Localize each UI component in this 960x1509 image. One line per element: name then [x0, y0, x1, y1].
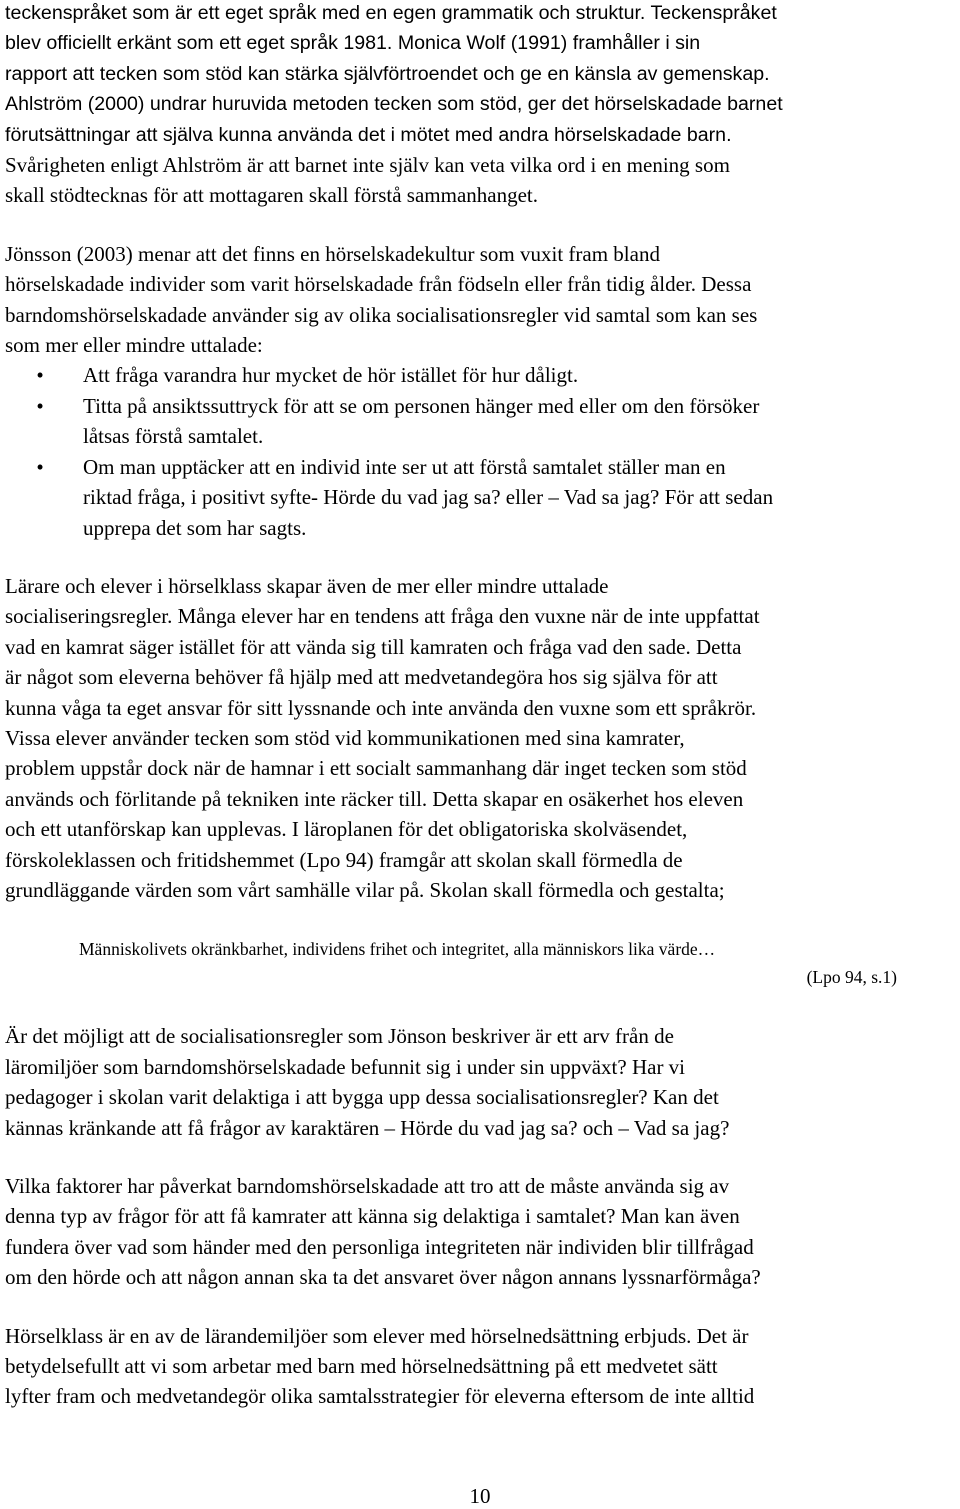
quote-source: (Lpo 94, s.1): [806, 967, 897, 988]
paragraph-learning-environment: [5, 1321, 957, 1412]
text-line: rapport att tecken som stöd kan stärka självförtroendet och ge en känsla av gemenskap.: [5, 62, 770, 85]
text-line: grundläggande värden som vårt samhälle vilar på. Skolan skall förmedla och gestalta;: [5, 877, 725, 902]
text-line: skall stödtecknas för att mottagaren skall förstå sammanhanget.: [5, 183, 539, 208]
paragraph-gap: [5, 905, 957, 935]
bullet-icon: •: [36, 363, 44, 388]
text-line: Jönsson (2003) menar att det finns en hörselskadekultur som vuxit fram bland: [5, 241, 660, 266]
list-item: [5, 391, 957, 452]
text-line: Är det möjligt att de socialisationsregler som Jönson beskriver är ett arv från de: [5, 1024, 674, 1049]
block-quote: [5, 935, 957, 991]
page-number: 10: [469, 1484, 491, 1508]
text-line: om den hörde och att någon annan ska ta det ansvaret över någon annans lyssnarförmåga?: [5, 1265, 761, 1290]
bullet-list: [5, 360, 957, 542]
quote-text: Människolivets okränkbarhet, individens frihet och integritet, alla människors lika värde…: [79, 939, 716, 960]
text-line: förutsättningar att själva kunna använda det i mötet med andra hörselskadade barn.: [5, 123, 732, 146]
text-line: låtsas förstå samtalet.: [83, 424, 264, 449]
text-line: denna typ av frågor för att få kamrater att känna sig delaktiga i samtalet? Man kan även: [5, 1204, 740, 1229]
text-line: pedagoger i skolan varit delaktiga i att bygga upp dessa socialisationsregler? Kan det: [5, 1085, 719, 1110]
text-line: betydelsefullt att vi som arbetar med barn med hörselnedsättning på ett medvetet sätt: [5, 1354, 718, 1379]
text-line: är något som eleverna behöver få hjälp med att medvetandegöra hos sig själva för att: [5, 665, 718, 690]
text-line: Titta på ansiktssuttryck för att se om personen hänger med eller om den försöker: [83, 393, 760, 418]
paragraph-gap: [5, 1293, 957, 1321]
text-line: vad en kamrat säger istället för att vända sig till kamraten och fråga vad den sade. Detta: [5, 634, 742, 659]
text-line: barndomshörselskadade använder sig av olika socialisationsregler vid samtal som kan ses: [5, 302, 758, 327]
bullet-icon: •: [36, 454, 44, 479]
text-line: Lärare och elever i hörselklass skapar även de mer eller mindre uttalade: [5, 573, 609, 598]
text-line: hörselskadade individer som varit hörselskadade från födseln eller från tidig ålder. Dessa: [5, 272, 752, 297]
text-line: Om man upptäcker att en individ inte ser ut att förstå samtalet ställer man en: [83, 454, 726, 479]
text-line: Att fråga varandra hur mycket de hör istället för hur dåligt.: [83, 363, 579, 388]
text-line: problem uppstår dock när de hamnar i ett socialt sammanhang där inget tecken som stöd: [5, 756, 747, 781]
text-line: lyfter fram och medvetandegör olika samtalsstrategier för eleverna eftersom de inte alltid: [5, 1384, 755, 1409]
text-line: Vilka faktorer har påverkat barndomshörselskadade att tro att de måste använda sig av: [5, 1174, 730, 1198]
text-line: teckenspråket som är ett eget språk med en egen grammatik och struktur. Teckenspråket: [5, 2, 777, 24]
paragraph-sign-language: [5, 0, 957, 211]
document-page: [5, 0, 957, 1412]
text-line: blev officiellt erkänt som ett eget språk 1981. Monica Wolf (1991) framhåller i sin: [5, 32, 701, 55]
text-line: förskoleklassen och fritidshemmet (Lpo 94) framgår att skolan skall förmedla de: [5, 847, 683, 872]
paragraph-classroom: [5, 571, 957, 905]
paragraph-hearing-culture: [5, 239, 957, 361]
list-item: [5, 360, 957, 390]
text-line: kännas kränkande att få frågor av karaktären – Hörde du vad jag sa? och – Vad sa jag?: [5, 1115, 730, 1140]
paragraph-questions: [5, 1021, 957, 1143]
paragraph-gap: [5, 1143, 957, 1171]
text-line: Hörselklass är en av de lärandemiljöer som elever med hörselnedsättning erbjuds. Det är: [5, 1323, 749, 1348]
text-line: Svårigheten enligt Ahlström är att barnet inte själv kan veta vilka ord i en mening som: [5, 153, 730, 178]
paragraph-factors: [5, 1171, 957, 1293]
text-line: och ett utanförskap kan upplevas. I läroplanen för det obligatoriska skolväsendet,: [5, 817, 688, 842]
text-line: som mer eller mindre uttalade:: [5, 333, 263, 358]
list-item: [5, 452, 957, 543]
text-line: riktad fråga, i positivt syfte- Hörde du vad jag sa? eller – Vad sa jag? För att sedan: [83, 485, 774, 510]
paragraph-gap: [5, 543, 957, 571]
text-line: kunna våga ta eget ansvar för sitt lyssnande och inte använda den vuxne som ett språkrör.: [5, 695, 757, 720]
text-line: socialiseringsregler. Många elever har en tendens att fråga den vuxne när de inte uppfattat: [5, 604, 760, 629]
paragraph-gap: [5, 991, 957, 1021]
text-line: upprepa det som har sagts.: [83, 515, 307, 540]
bullet-icon: •: [36, 393, 44, 418]
text-line: Ahlström (2000) undrar huruvida metoden tecken som stöd, ger det hörselskadade barnet: [5, 93, 783, 116]
text-line: läromiljöer som barndomshörselskadade befunnit sig i under sin uppväxt? Har vi: [5, 1054, 686, 1079]
paragraph-gap: [5, 211, 957, 239]
text-line: används och förlitande på tekniken inte räcker till. Detta skapar en osäkerhet hos eleven: [5, 786, 744, 811]
text-line: Vissa elever använder tecken som stöd vid kommunikationen med sina kamrater,: [5, 725, 685, 750]
text-line: fundera över vad som händer med den personliga integriteten när individen blir tillfrågad: [5, 1234, 754, 1259]
